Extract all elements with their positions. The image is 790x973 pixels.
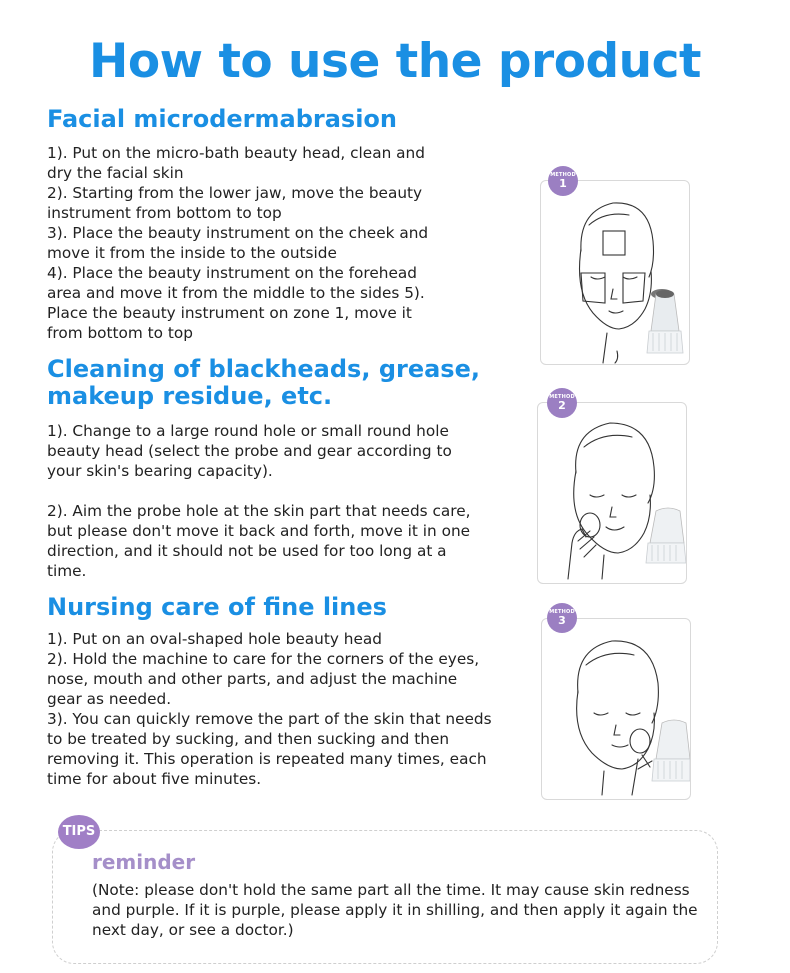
step-text: 1). Change to a large round hole or small round hole beauty head (select the probe and gear according to your skin's bearing capacity). xyxy=(47,422,452,480)
reminder-title: reminder xyxy=(92,850,196,874)
step-text: 3). Place the beauty instrument on the cheek and move it from the inside to the outside xyxy=(47,224,429,262)
method-label: METHOD xyxy=(549,394,575,400)
method-2-illustration xyxy=(537,399,687,584)
method-label: METHOD xyxy=(549,609,575,615)
section-body-facial-microdermabrasion xyxy=(47,143,442,343)
section-title-cleaning-blackheads: Cleaning of blackheads, grease, makeup residue, etc. xyxy=(47,355,480,410)
tips-badge: TIPS xyxy=(58,815,100,849)
method-3-badge xyxy=(547,603,577,633)
method-1-illustration xyxy=(540,177,690,365)
step-text: 2). Starting from the lower jaw, move the beauty instrument from bottom to top xyxy=(47,184,423,222)
section-body-nursing-fine-lines xyxy=(47,629,492,789)
method-label: METHOD xyxy=(550,172,576,178)
section-title-nursing-fine-lines: Nursing care of fine lines xyxy=(47,593,387,621)
method-number: 3 xyxy=(558,614,566,627)
page-title: How to use the product xyxy=(89,34,701,89)
step-text: 4). Place the beauty instrument on the forehead area and move it from the middle to the sides 5). Place the beauty instrument on zone 1, move it from bottom to top xyxy=(47,264,425,342)
reminder-text: (Note: please don't hold the same part all the time. It may cause skin redness and purple. If it is purple, please apply it in shilling, and then apply it again the next day, or see a doctor.) xyxy=(92,881,698,939)
face-with-cotton-pad-illustration xyxy=(542,619,690,799)
step-text: 2). Hold the machine to care for the corners of the eyes, nose, mouth and other parts, and adjust the machine gear as needed. xyxy=(47,650,480,708)
method-number: 1 xyxy=(559,177,567,190)
step-text: 1). Put on the micro-bath beauty head, clean and dry the facial skin xyxy=(47,144,425,182)
method-2-badge xyxy=(547,388,577,418)
face-with-forehead-patch-illustration xyxy=(541,181,689,364)
step-text: 1). Put on an oval-shaped hole beauty head xyxy=(47,630,382,648)
section-title-facial-microdermabrasion: Facial microdermabrasion xyxy=(47,105,397,133)
step-text: 2). Aim the probe hole at the skin part that needs care, but please don't move it back and forth, move it in one direction, and it should not be used for too long at a time. xyxy=(47,502,471,580)
method-3-illustration xyxy=(541,618,691,800)
method-1-badge xyxy=(548,166,578,196)
step-text: 3). You can quickly remove the part of the skin that needs to be treated by sucking, and then sucking and then removing it. This operation is repeated many times, each time for about five minutes. xyxy=(47,710,492,788)
section-body-cleaning-blackheads xyxy=(47,421,477,581)
method-number: 2 xyxy=(558,399,566,412)
face-with-cotton-pad-illustration xyxy=(538,403,686,583)
